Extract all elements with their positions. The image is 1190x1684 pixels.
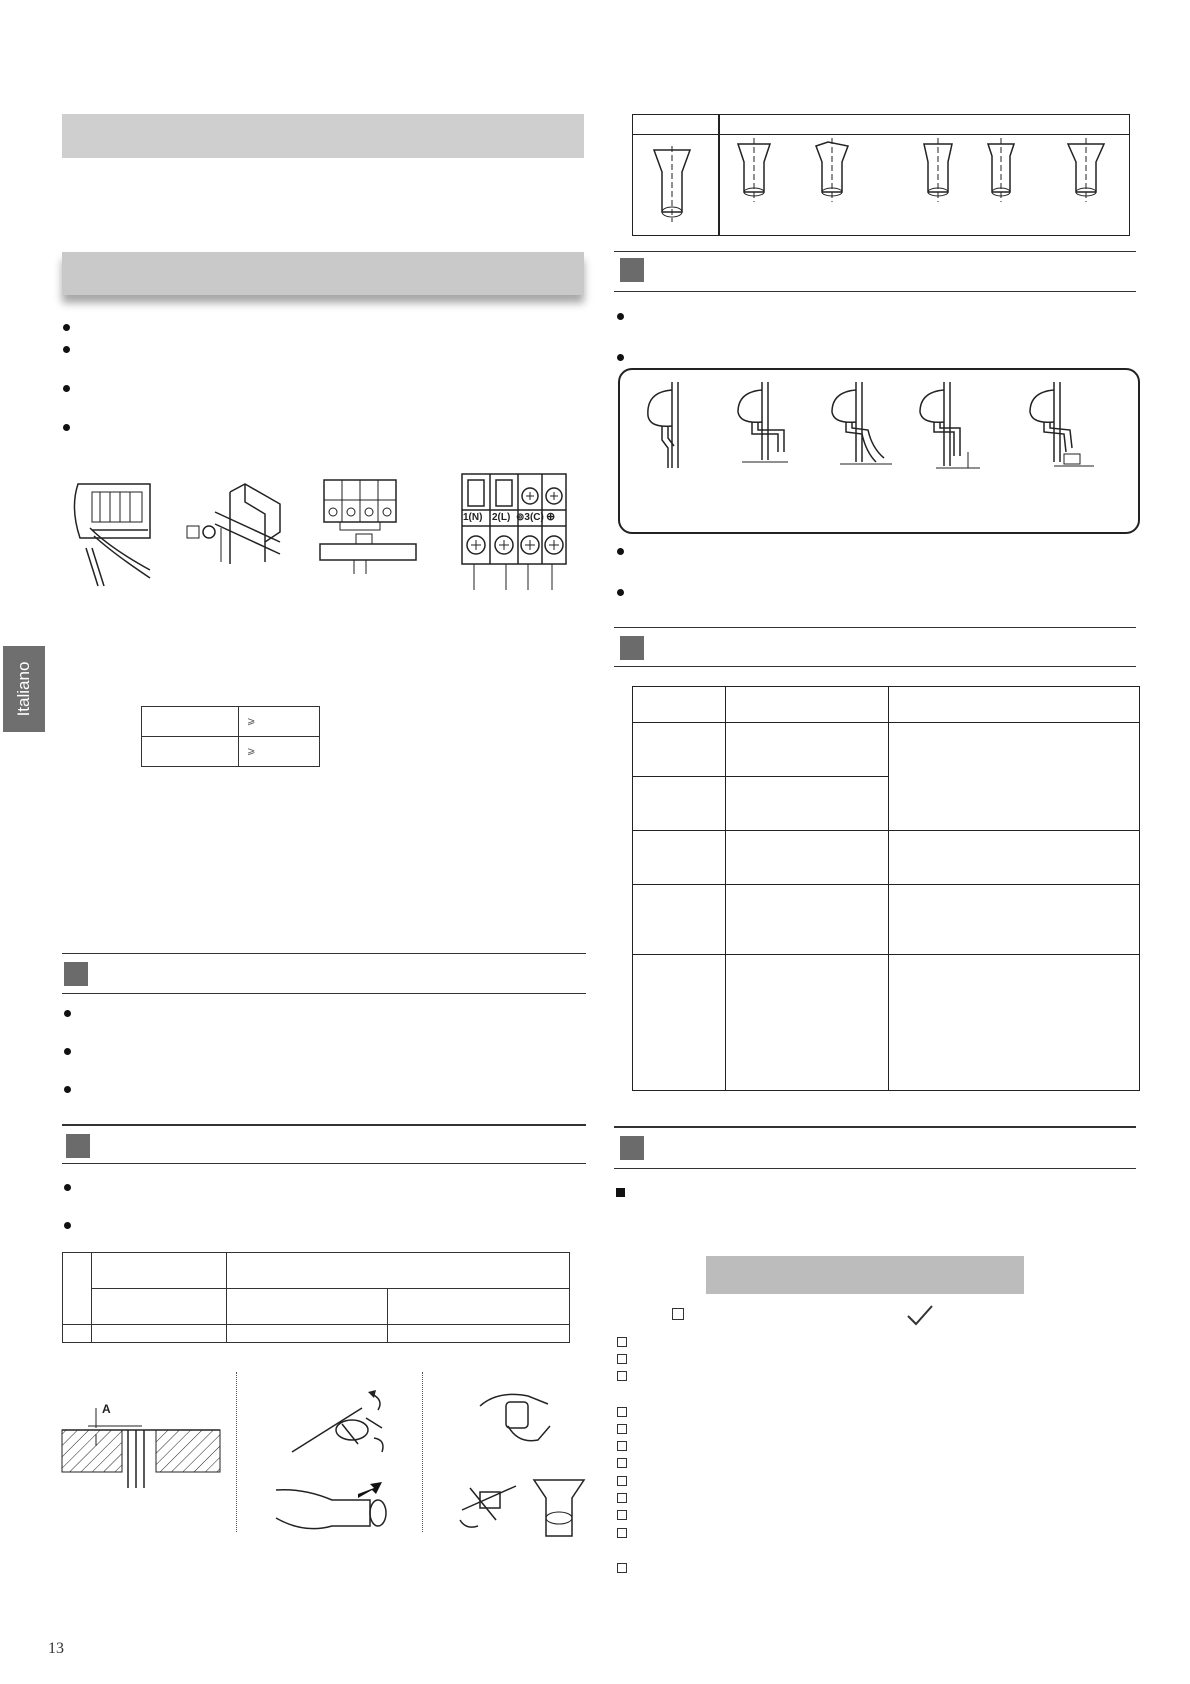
indoor-unit-wiring-illustration (70, 478, 155, 588)
table-row (633, 955, 1140, 1091)
drain-hose-incorrect-illustration (1024, 382, 1094, 468)
terminal-label-c: ⊚3(C) (516, 512, 544, 523)
incorrect-flare-icon (1068, 138, 1104, 204)
checklist-item-checkbox[interactable] (617, 1510, 627, 1520)
bullet (64, 1222, 71, 1229)
page-number: 13 (48, 1640, 64, 1657)
table-row (633, 687, 1140, 723)
drain-hose-incorrect-illustration (914, 382, 980, 478)
section-header-bar (62, 252, 584, 295)
checklist-header-bar (706, 1256, 1024, 1294)
table-row (63, 1289, 570, 1325)
table-cell-symbol: ⩾ (239, 737, 320, 767)
drain-hose-incorrect-illustration (826, 382, 892, 468)
cable-clamp-illustration (185, 482, 285, 572)
bullet (617, 354, 624, 361)
language-side-tab (3, 646, 45, 732)
pipe-cutter-illustration (282, 1388, 392, 1458)
figure-divider (422, 1372, 423, 1532)
bullet (64, 1048, 71, 1055)
checklist-legend-checkbox[interactable] (672, 1308, 684, 1320)
terminal-strip-illustration (320, 478, 420, 578)
bullet (63, 424, 70, 431)
ratings-table (141, 706, 320, 767)
flare-dimension-label: A (102, 1402, 111, 1416)
section-divider (614, 251, 1136, 252)
incorrect-flare-icon (736, 138, 772, 204)
checklist-item-checkbox[interactable] (617, 1407, 627, 1417)
table-row (633, 831, 1140, 885)
section-number-badge (620, 1136, 644, 1160)
bullet (63, 385, 70, 392)
section-divider (614, 291, 1136, 292)
checklist-item-checkbox[interactable] (617, 1493, 627, 1503)
table-row (63, 1253, 570, 1289)
bullet (63, 346, 70, 353)
checklist-item-checkbox[interactable] (617, 1424, 627, 1434)
terminal-block-illustration (462, 474, 568, 594)
checklist-item-checkbox[interactable] (617, 1441, 627, 1451)
section-divider (62, 1124, 586, 1126)
checklist-item-checkbox[interactable] (617, 1458, 627, 1468)
checklist-item-checkbox[interactable] (617, 1354, 627, 1364)
hand-flare-tool-illustration (478, 1386, 558, 1446)
bullet (63, 324, 70, 331)
square-bullet (616, 1188, 625, 1197)
bullet (617, 313, 624, 320)
incorrect-flare-icon (920, 138, 956, 204)
pipe-table (62, 1252, 570, 1343)
table-row (142, 707, 320, 737)
table-row (142, 737, 320, 767)
section-number-badge (66, 1134, 90, 1158)
bullet (617, 589, 624, 596)
section-divider (614, 1126, 1136, 1128)
table-row (63, 1325, 570, 1343)
section-divider (62, 953, 586, 954)
incorrect-flare-icon (814, 138, 850, 204)
terminal-label-earth: ⊕ (546, 511, 556, 523)
section-divider (614, 1168, 1136, 1169)
drain-hose-correct-illustration (642, 382, 682, 468)
terminal-label-l: 2(L) (492, 512, 511, 523)
table-row (633, 885, 1140, 955)
drain-hose-incorrect-illustration (732, 382, 788, 468)
checkmark-icon (906, 1304, 934, 1326)
checklist-item-checkbox[interactable] (617, 1528, 627, 1538)
pipe-deburr-illustration (274, 1478, 394, 1538)
flare-dimension-illustration (62, 1400, 228, 1490)
bullet (64, 1010, 71, 1017)
table-cell-symbol: ⩾ (239, 707, 320, 737)
section-divider (614, 666, 1136, 667)
section-number-badge (620, 258, 644, 282)
top-left-header-bar (62, 114, 584, 158)
terminal-label-n: 1(N) (463, 512, 483, 523)
checklist-item-checkbox[interactable] (617, 1371, 627, 1381)
checklist-item-checkbox[interactable] (617, 1476, 627, 1486)
section-divider (62, 993, 586, 994)
table-row (633, 723, 1140, 777)
figure-divider (236, 1372, 237, 1532)
check-table (632, 686, 1140, 1091)
bullet (617, 548, 624, 555)
language-side-tab-label: Italiano (14, 661, 33, 717)
checklist-item-checkbox[interactable] (617, 1563, 627, 1573)
section-number-badge (64, 962, 88, 986)
flaring-tool-illustration (456, 1470, 526, 1534)
section-divider (614, 627, 1136, 628)
flared-pipe-end-illustration (530, 1478, 590, 1538)
checklist-item-checkbox[interactable] (617, 1337, 627, 1347)
section-number-badge (620, 636, 644, 660)
bullet (64, 1086, 71, 1093)
flare-shapes-table (632, 114, 1130, 236)
section-divider (62, 1163, 586, 1164)
incorrect-flare-icon (984, 138, 1018, 204)
bullet (64, 1184, 71, 1191)
correct-flare-icon (652, 146, 692, 224)
